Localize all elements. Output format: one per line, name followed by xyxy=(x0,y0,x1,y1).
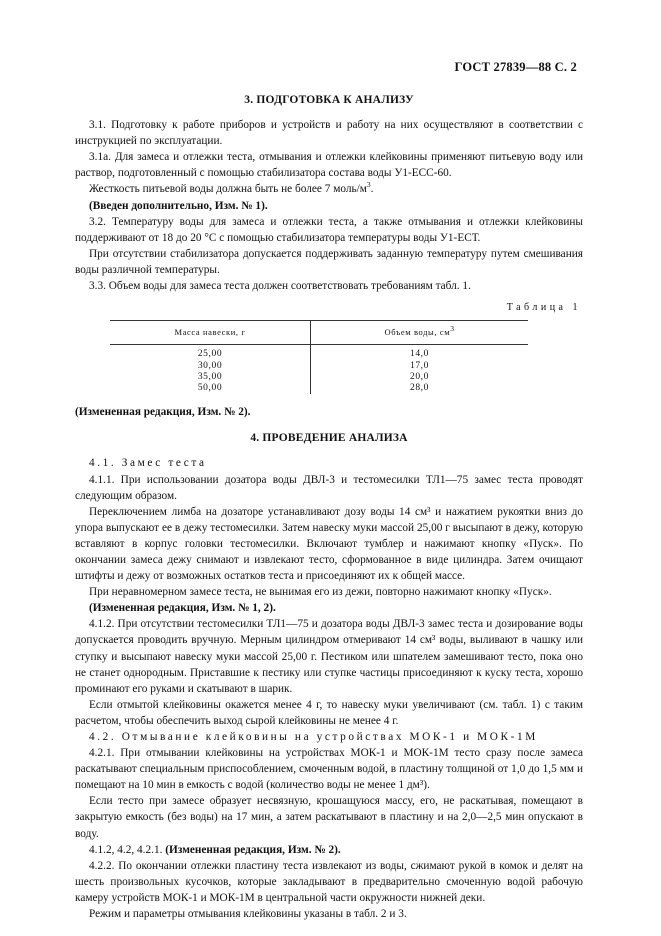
paragraph-4-1-2: 4.1.2. При отсутствии тестомесилки ТЛ1—75 и дозатора воды ДВЛ-3 замес теста и дозирование воды допускается проводить вручную. Мерным цилиндром отмеривают 14 см³ воды, выливают в чашку или ступку и высыпают навеску муки массой 25,00 г. Пестиком или шпателем замешивают тесто, пока оно не станет однородным. Приставшие к пестику или ступке частицы присоединяют к куску теста, хорошо проминают его руками и скатывают в шарик. xyxy=(75,618,583,695)
table-row xyxy=(110,372,528,383)
paragraph-3-3: 3.3. Объем воды для замеса теста должен соответствовать требованиям табл. 1. xyxy=(89,280,471,293)
table-1-label: Таблица 1 xyxy=(506,302,581,314)
paragraph-4-2-1b: Если тесто при замесе образует несвязную, крошащуюся массу, его, не раскатывая, помещают в закрытую емкость (без воды) на 17 мин, а затем раскатывают в пластину и на 2,0—2,5 мин опускают в воду. xyxy=(75,795,583,840)
table-row xyxy=(110,345,528,361)
table-row xyxy=(110,361,528,372)
hardness-exponent: 3 xyxy=(366,180,371,190)
hardness-text: Жесткость питьевой воды должна быть не более 7 моль/м xyxy=(89,183,367,196)
table-1 xyxy=(110,320,528,394)
paragraph-4-1-1b: Переключением лимба на дозаторе устанавливают дозу воды 14 см³ и нажатием рукоятки вниз до упора выпускают ее в дежу тестомесилки. Затем навеску муки массой 25,00 г высыпают в дежу, которую вставляют в корпус головки тестомесилки. Включают тумблер и нажимают кнопку «Пуск». По окончании замеса дежу снимают и извлекают тесто, сформованное в виде цилиндра. Затем очищают штифты и дежу от возможных остатков теста и присоединяют их к общей массе. xyxy=(75,505,583,583)
table-1-note: (Измененная редакция, Изм. № 2). xyxy=(75,406,251,419)
column-mass-header: Масса навески, г xyxy=(110,321,311,345)
mass-cell: 50,00 xyxy=(110,383,311,394)
paragraph-4-2-2: 4.2.2. По окончании отлежки пластину теста извлекают из воды, сжимают рукой в комок и делят на шесть произвольных кусочков, которые закладывают в предварительно смоченную водой рабочую камеру устройств МОК-1 и МОК-1М в центральной части окружности нижней деки. xyxy=(75,859,583,904)
paragraph-3-1: 3.1. Подготовку к работе приборов и устройств и работу на них осуществляют в соответствии с инструкцией по эксплуатации. xyxy=(75,119,583,148)
mass-cell: 30,00 xyxy=(110,361,311,372)
paragraph-3-2b: При отсутствии стабилизатора допускается поддерживать заданную температуру путем смешивания воды различной температуры. xyxy=(75,247,583,276)
mass-cell: 25,00 xyxy=(110,345,311,361)
note-2-text: (Измененная редакция, Изм. № 2). xyxy=(165,843,341,856)
paragraph-4-1-2b: Если отмытой клейковины окажется менее 4 г, то навеску муки увеличивают (см. табл. 1) с таким расчетом, чтобы обеспечить выход сырой клейковины не менее 4 г. xyxy=(75,698,583,727)
hardness-end: . xyxy=(370,183,374,196)
column-volume-exponent: 3 xyxy=(450,324,455,334)
mass-cell: 35,00 xyxy=(110,372,311,383)
note-2-prefix: 4.1.2, 4.2, 4.2.1. xyxy=(89,843,163,856)
paragraph-4-2-text: 4.2. Отмывание клейковины на устройствах МОК-1 и МОК-1М xyxy=(89,731,538,744)
paragraph-3-2: 3.2. Температуру воды для замеса и отлежки теста, а также отмывания и отлежки клейковины поддерживают от 18 до 20 °С с помощью стабилизатора температуры воды У1-ЕСТ. xyxy=(75,215,583,244)
section-3-heading: 3. ПОДГОТОВКА К АНАЛИЗУ xyxy=(244,94,414,106)
paragraph-4-2-1: 4.2.1. При отмывании клейковины на устройствах МОК-1 и МОК-1М тесто сразу после замеса раскатывают специальным приспособлением, смоченным водой, в пластину толщиной от 1,0 до 1,5 мм и помещают на 10 мин в емкость с водой (количество воды не менее 1 дм³). xyxy=(75,747,583,792)
note-changed-1-2: (Измененная редакция, Изм. № 1, 2). xyxy=(89,602,276,615)
paragraph-4-2-2b: Режим и параметры отмывания клейковины указаны в табл. 2 и 3. xyxy=(89,908,407,921)
paragraph-4-1: 4.1. Замес теста xyxy=(89,457,207,470)
paragraph-4-1-1c: При неравномерном замесе теста, не вынимая его из дежи, повторно нажимают кнопку «Пуск». xyxy=(89,586,552,599)
section-4-heading: 4. ПРОВЕДЕНИЕ АНАЛИЗА xyxy=(250,432,408,445)
note-added-1: (Введен дополнительно, Изм. № 1). xyxy=(89,199,268,212)
paragraph-4-1-1: 4.1.1. При использовании дозатора воды ДВЛ-3 и тестомесилки ТЛ1—75 замес теста проводят следующим образом. xyxy=(75,473,583,502)
volume-cell: 17,0 xyxy=(409,360,430,371)
table-row xyxy=(110,383,528,394)
column-volume-label: Объем воды, см xyxy=(384,327,451,338)
note-changed-2 xyxy=(75,842,583,858)
paragraph-3-1a: 3.1а. Для замеса и отлежки теста, отмывания и отлежки клейковины применяют питьевую воду или раствор, подготовленный с помощью стабилизатора состава воды У1-ЕСС-60. xyxy=(75,151,583,180)
paragraph-4-2 xyxy=(75,729,583,745)
volume-cell: 14,0 xyxy=(409,349,430,360)
column-volume-header xyxy=(311,321,529,345)
page-body xyxy=(75,92,583,922)
volume-cell: 20,0 xyxy=(409,371,430,382)
table-header-row xyxy=(110,321,528,345)
volume-cell: 28,0 xyxy=(409,383,430,394)
paragraph-hardness xyxy=(75,181,583,197)
running-head: ГОСТ 27839—88 С. 2 xyxy=(454,60,577,74)
